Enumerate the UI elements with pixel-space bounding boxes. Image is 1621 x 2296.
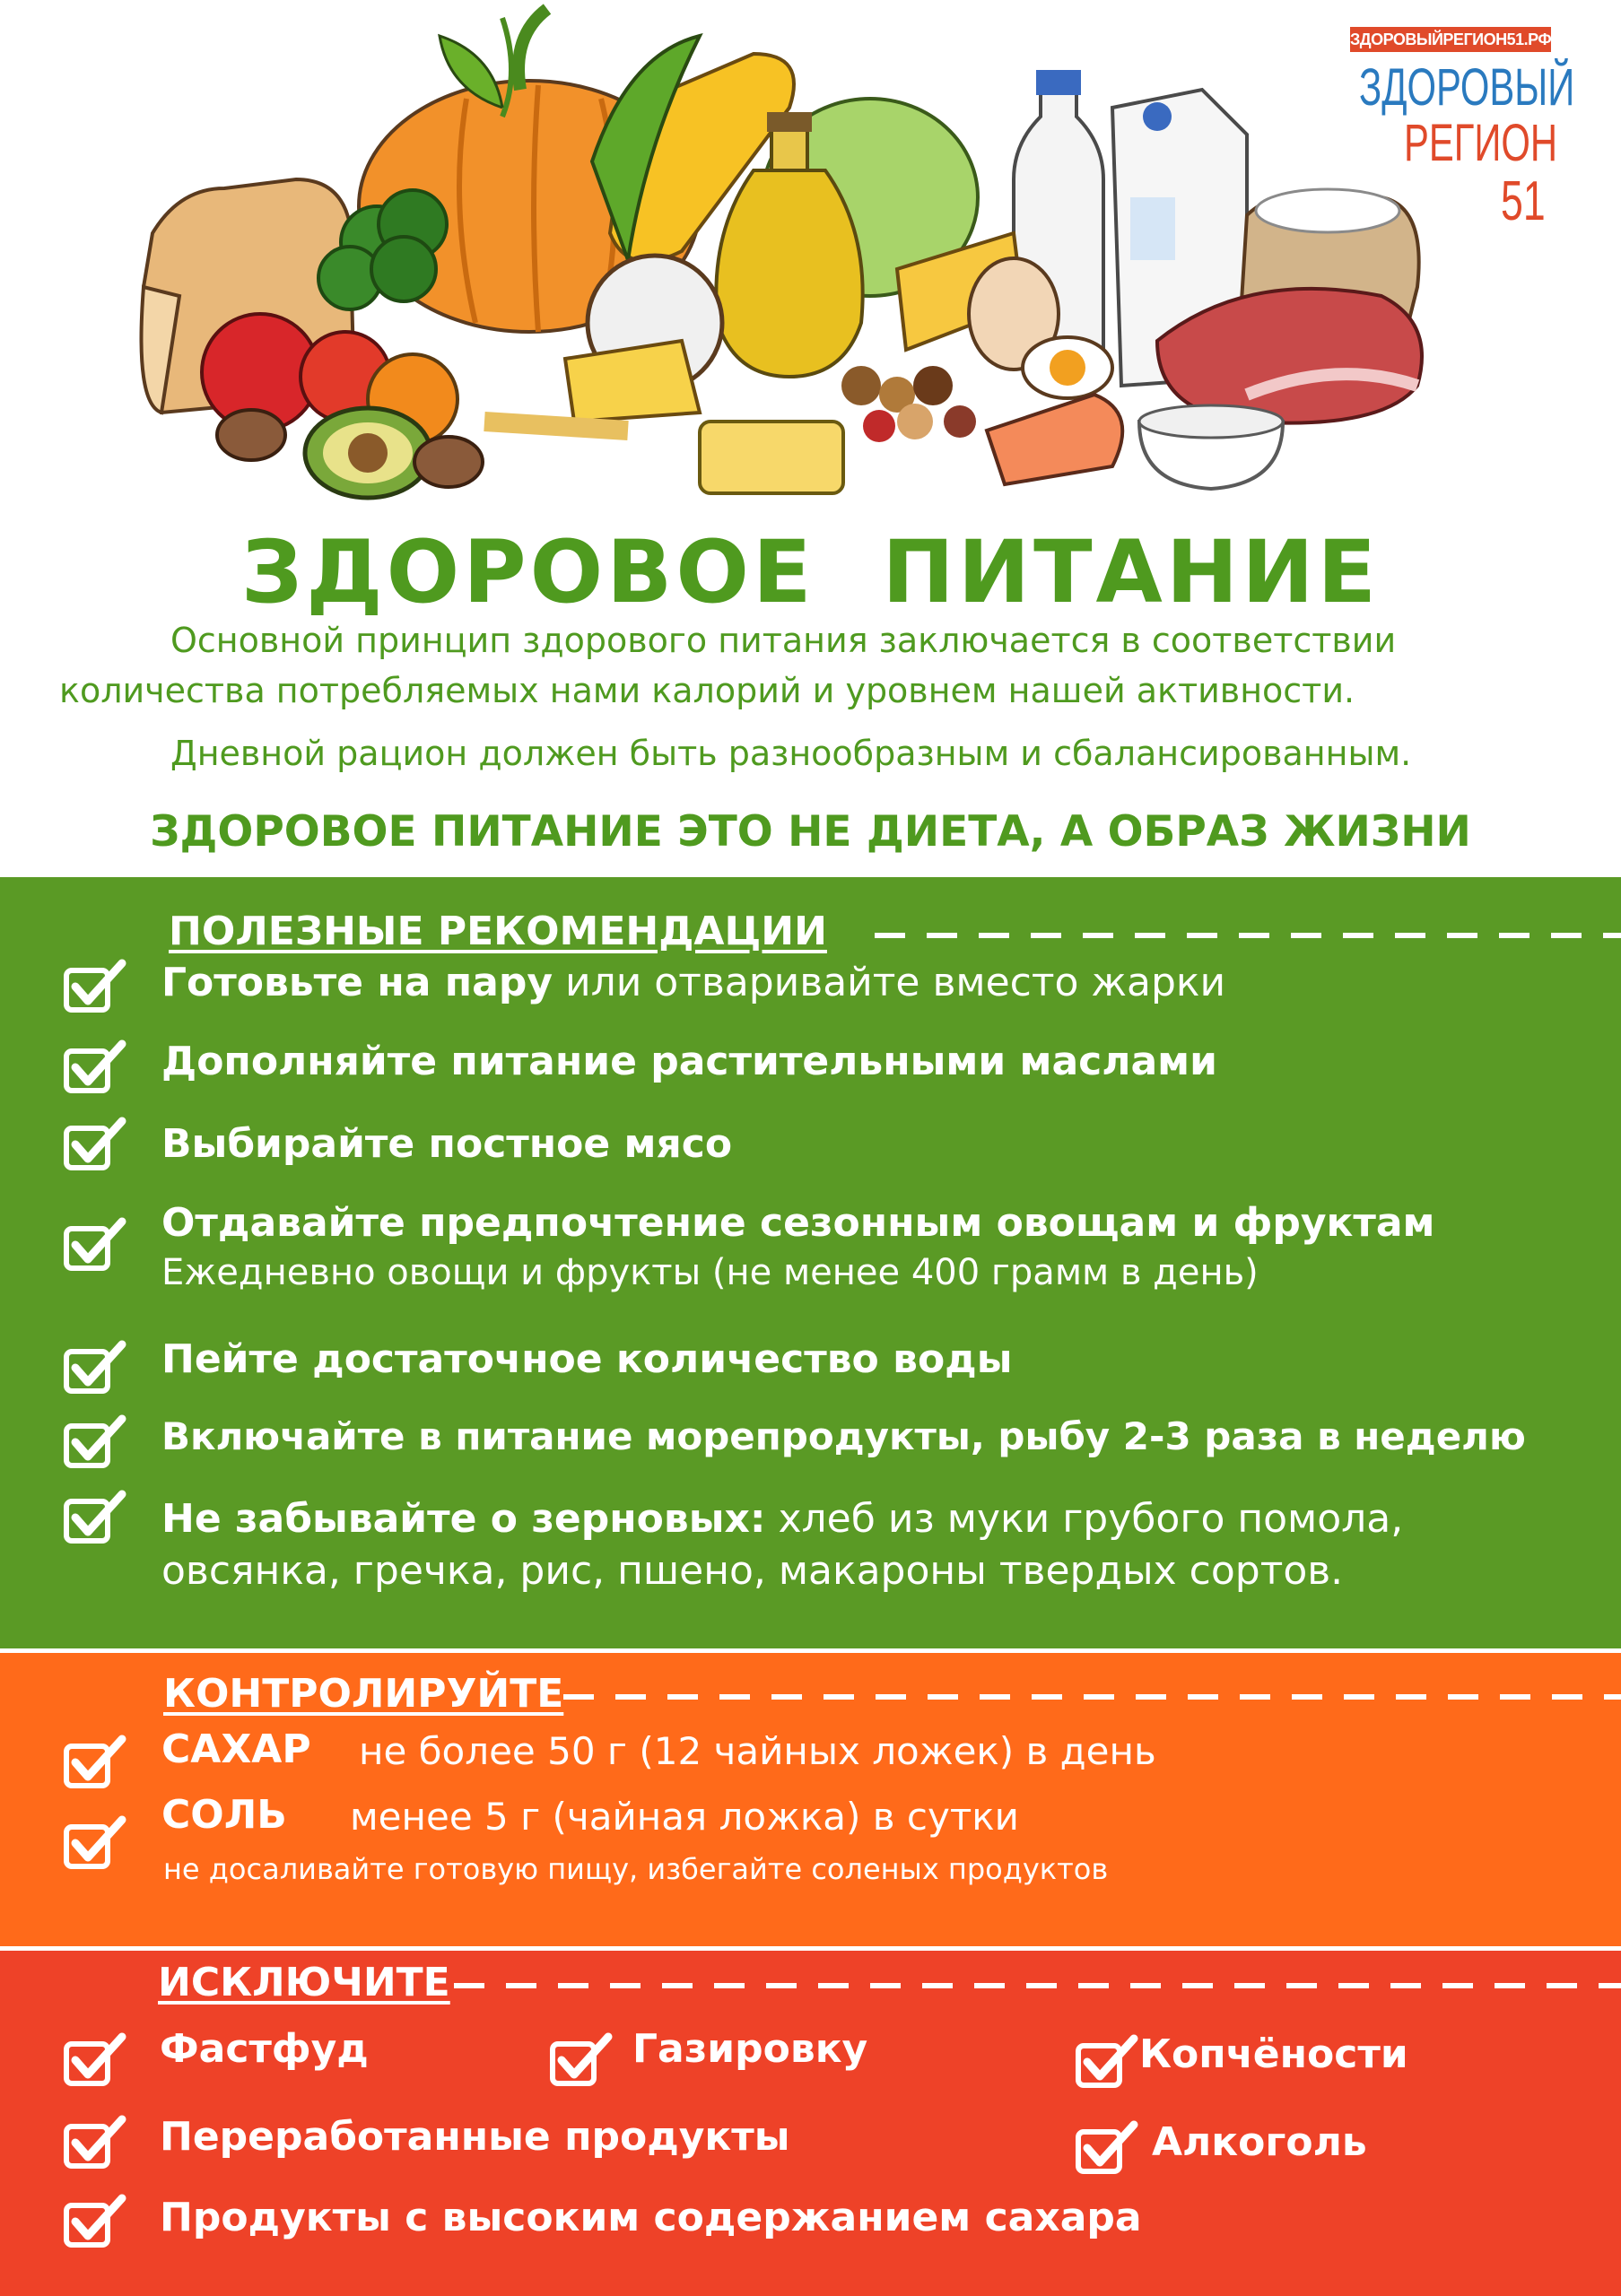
exclude-item-sugar-products: Продукты с высоким содержанием сахара xyxy=(160,2195,1142,2240)
checkbox-icon xyxy=(63,2193,127,2248)
checkbox-icon xyxy=(63,2114,127,2170)
divider-dashes xyxy=(454,1983,1621,1988)
salmon-icon xyxy=(987,395,1122,484)
control-label-salt: СОЛЬ xyxy=(161,1792,287,1838)
checkbox-icon xyxy=(549,2031,614,2087)
exclude-item-smoked: Копчёности xyxy=(1139,2031,1408,2077)
salt-bowl-icon xyxy=(1139,405,1283,489)
slogan: ЗДОРОВОЕ ПИТАНИЕ ЭТО НЕ ДИЕТА, А ОБРАЗ ЖИЗНИ xyxy=(150,807,1471,857)
intro-line-2: количества потребляемых нами калорий и уровнем нашей активности. xyxy=(59,671,1355,710)
logo-line-2: РЕГИОН xyxy=(1404,114,1557,172)
checkbox-icon xyxy=(63,1216,127,1272)
logo xyxy=(1350,27,1575,247)
divider-dashes xyxy=(875,933,1621,938)
logo-url: ЗДОРОВЫЙРЕГИОН51.РФ xyxy=(1350,27,1551,52)
checkbox-icon xyxy=(63,1116,127,1171)
page-title: ЗДОРОВОЕ ПИТАНИЕ xyxy=(240,522,1381,622)
recommendation-item: Пейте достаточное количество воды xyxy=(161,1336,1013,1382)
avocado-icon xyxy=(305,408,431,498)
recommendation-item: Не забывайте о зерновых: хлеб из муки грубого помола, xyxy=(161,1496,1404,1542)
recommendation-item: Дополняйте питание растительными маслами xyxy=(161,1039,1217,1084)
checkbox-icon xyxy=(63,2031,127,2087)
control-note-salt: не досаливайте готовую пищу, избегайте соленых продуктов xyxy=(163,1852,1109,1886)
checkbox-icon xyxy=(63,1339,127,1395)
nuts-icon xyxy=(841,366,976,442)
recommendations-panel xyxy=(0,877,1621,1648)
exclude-item-soda: Газировку xyxy=(632,2026,868,2072)
control-text-sugar: не более 50 г (12 чайных ложек) в день xyxy=(359,1729,1156,1773)
logo-line-1: ЗДОРОВЫЙ xyxy=(1359,58,1575,117)
recommendation-item: Отдавайте предпочтение сезонным овощам и фруктам xyxy=(161,1200,1435,1246)
pasta-icon xyxy=(484,422,843,493)
recommendations-heading: ПОЛЕЗНЫЕ РЕКОМЕНДАЦИИ xyxy=(169,909,827,954)
control-text-salt: менее 5 г (чайная ложка) в сутки xyxy=(350,1795,1019,1839)
checkbox-icon xyxy=(63,1413,127,1469)
recommendation-item: Выбирайте постное мясо xyxy=(161,1121,733,1167)
control-heading: КОНТРОЛИРУЙТЕ xyxy=(163,1671,564,1717)
exclude-item-processed: Переработанные продукты xyxy=(160,2114,790,2160)
checkbox-icon xyxy=(1075,2119,1139,2175)
logo-line-3: 51 xyxy=(1501,170,1546,232)
checkbox-icon xyxy=(63,958,127,1013)
checkbox-icon xyxy=(1075,2033,1139,2089)
recommendation-item: Включайте в питание морепродукты, рыбу 2-3 раза в неделю xyxy=(161,1414,1526,1458)
exclude-item-alcohol: Алкоголь xyxy=(1152,2119,1367,2165)
recommendation-note: овсянка, гречка, рис, пшено, макароны твердых сортов. xyxy=(161,1548,1344,1594)
intro-line-3: Дневной рацион должен быть разнообразным и сбалансированным. xyxy=(170,734,1412,773)
checkbox-icon xyxy=(63,1039,127,1094)
control-panel xyxy=(0,1653,1621,1946)
checkbox-icon xyxy=(63,1734,127,1789)
exclude-item-fastfood: Фастфуд xyxy=(160,2026,369,2072)
recommendation-item: Готовьте на пару или отваривайте вместо жарки xyxy=(161,960,1226,1005)
divider-dashes xyxy=(563,1694,1621,1700)
intro-line-1: Основной принцип здорового питания заключается в соответствии xyxy=(170,621,1397,660)
exclude-heading: ИСКЛЮЧИТЕ xyxy=(158,1960,450,2005)
checkbox-icon xyxy=(63,1814,127,1870)
checkbox-icon xyxy=(63,1489,127,1544)
food-illustration xyxy=(126,0,1471,520)
control-label-sugar: САХАР xyxy=(161,1726,311,1772)
recommendation-note: Ежедневно овощи и фрукты (не менее 400 грамм в день) xyxy=(161,1252,1259,1293)
exclude-panel xyxy=(0,1951,1621,2296)
